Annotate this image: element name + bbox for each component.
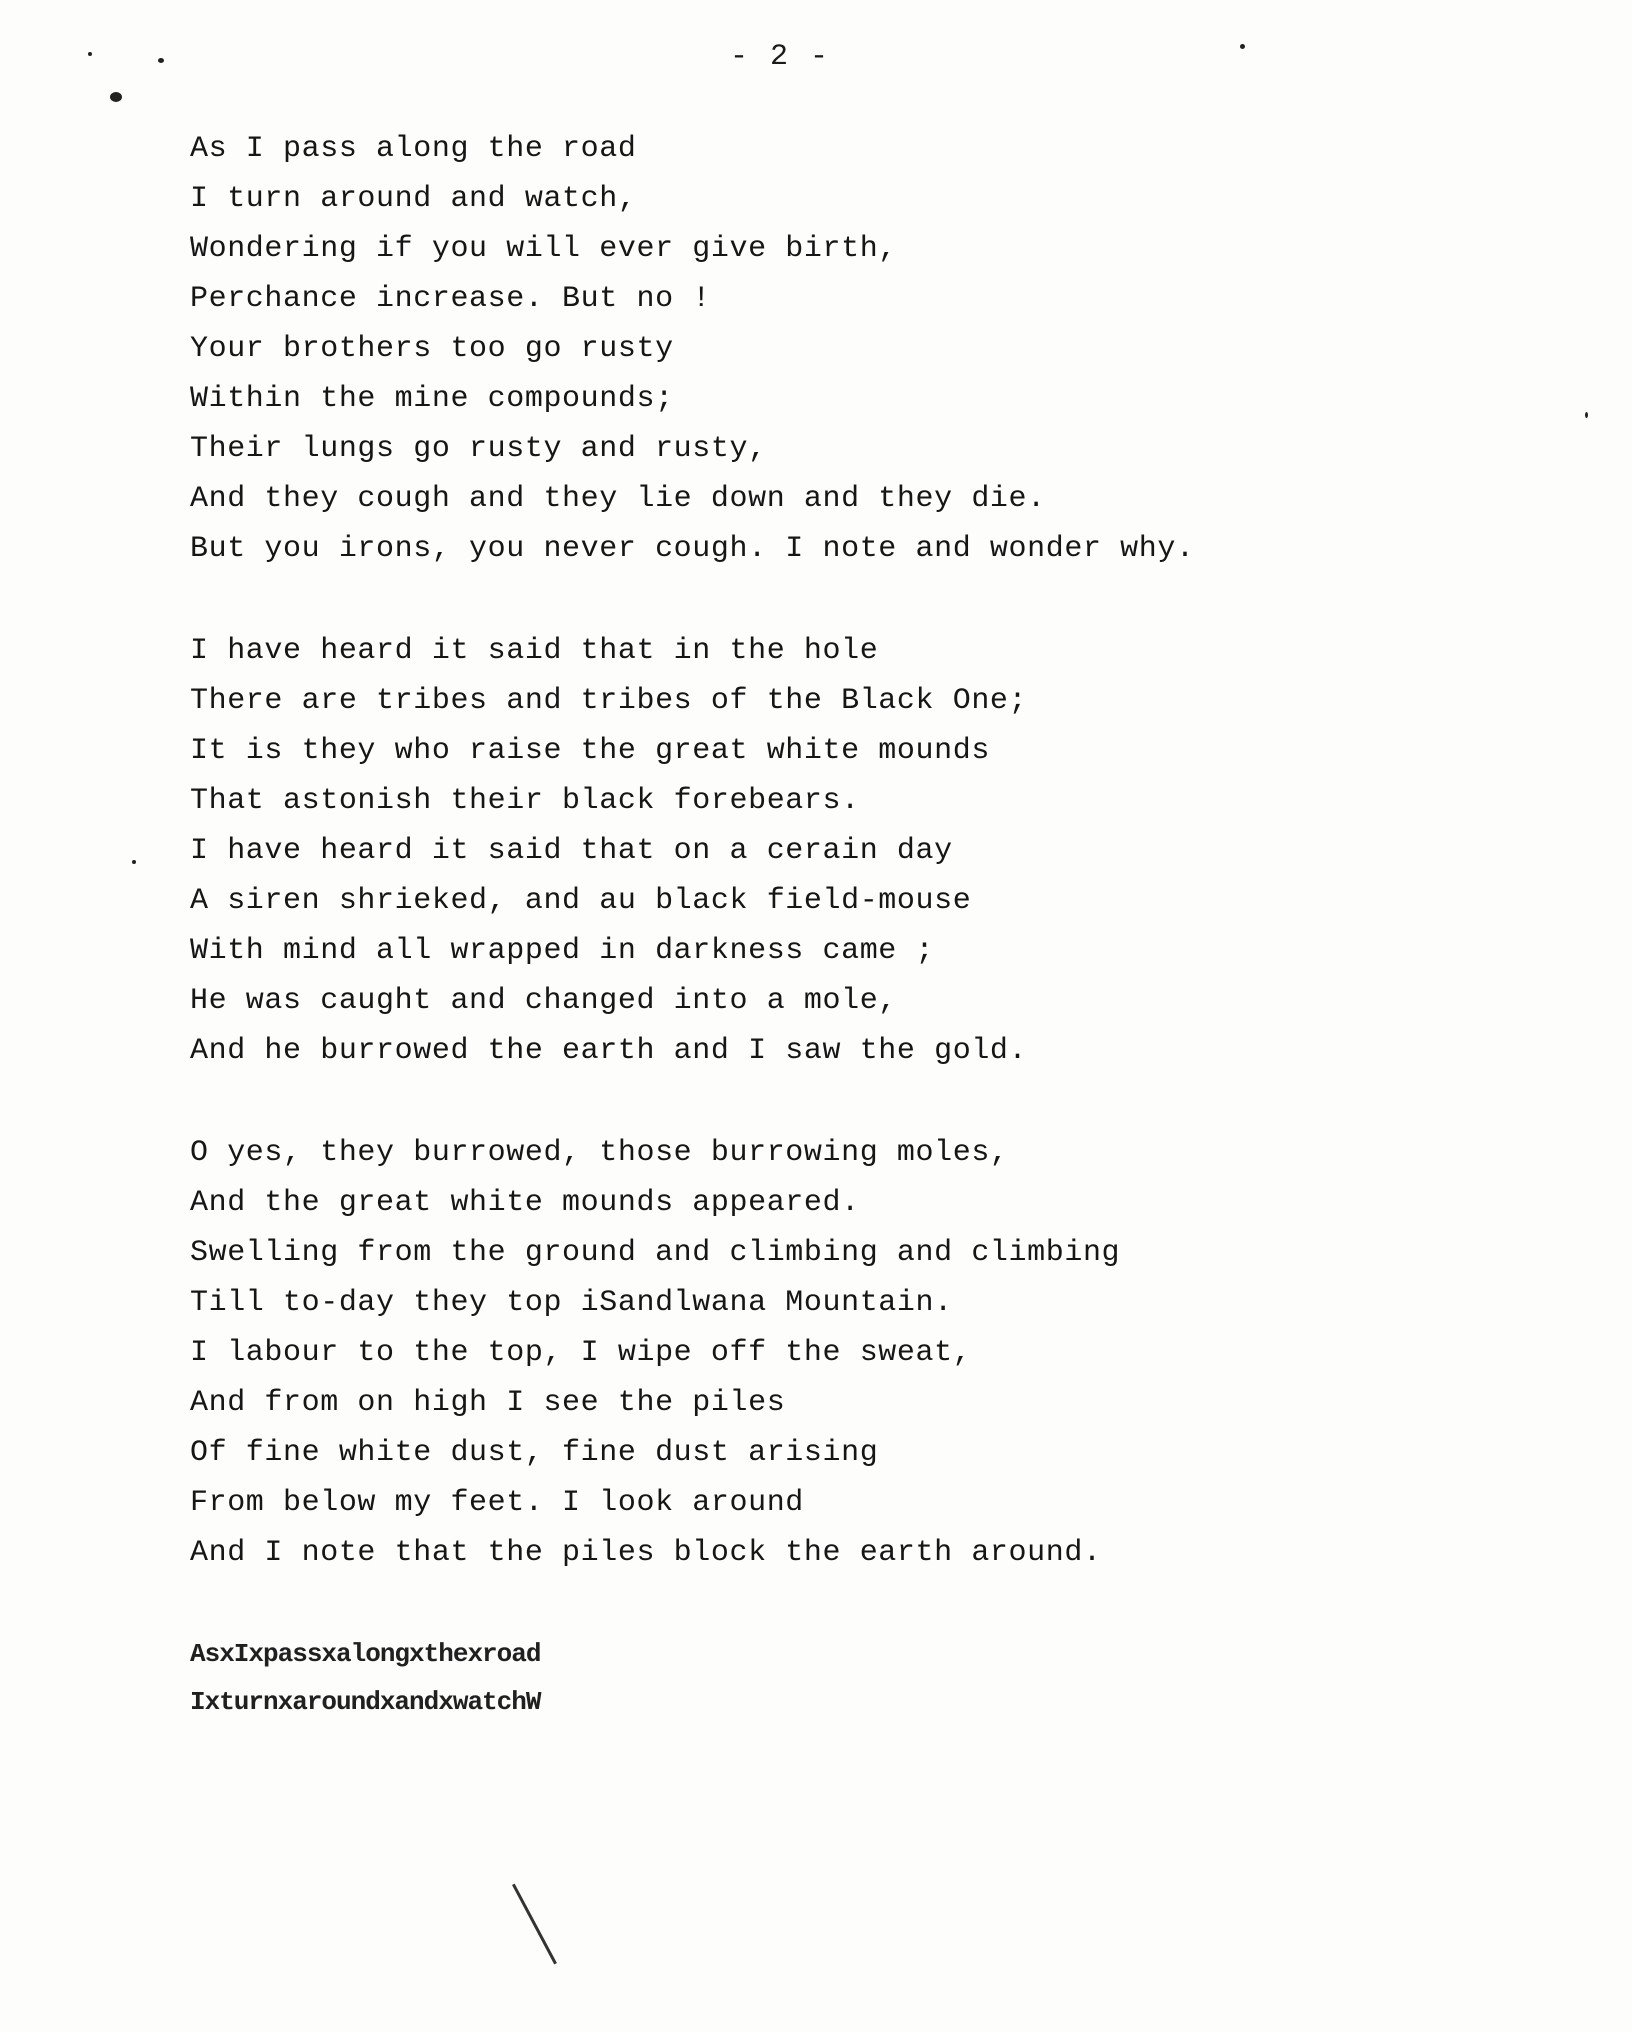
struck-out-lines bbox=[190, 1630, 1470, 1726]
poem-line: With mind all wrapped in darkness came ; bbox=[190, 934, 935, 968]
poem-line: I have heard it said that in the hole bbox=[190, 634, 879, 668]
poem-line: But you irons, you never cough. I note and wonder why. bbox=[190, 532, 1195, 566]
poem-line: And I note that the piles block the earth around. bbox=[190, 1536, 1102, 1570]
ink-speck bbox=[88, 52, 92, 56]
poem-line: Till to-day they top iSandlwana Mountain. bbox=[190, 1286, 953, 1320]
poem-line: Their lungs go rusty and rusty, bbox=[190, 432, 767, 466]
poem-line: Swelling from the ground and climbing and climbing bbox=[190, 1236, 1121, 1270]
ink-speck bbox=[158, 58, 164, 63]
poem-line: A siren shrieked, and au black field-mouse bbox=[190, 884, 972, 918]
struck-out-line: AsxIxpassxalongxthexroad bbox=[190, 1639, 541, 1669]
stanza-2 bbox=[190, 626, 1470, 1076]
poem-line: From below my feet. I look around bbox=[190, 1486, 804, 1520]
poem-line: I labour to the top, I wipe off the sweat, bbox=[190, 1336, 972, 1370]
poem-line: There are tribes and tribes of the Black One; bbox=[190, 684, 1028, 718]
poem-line: I have heard it said that on a cerain day bbox=[190, 834, 953, 868]
poem-line: Within the mine compounds; bbox=[190, 382, 674, 416]
ink-speck bbox=[1585, 412, 1588, 418]
pen-stroke bbox=[512, 1884, 557, 1965]
poem-line: Perchance increase. But no ! bbox=[190, 282, 711, 316]
poem-line: And they cough and they lie down and they die. bbox=[190, 482, 1046, 516]
poem-body bbox=[190, 124, 1470, 1726]
stanza-3 bbox=[190, 1128, 1470, 1578]
struck-out-line: IxturnxaroundxandxwatchW bbox=[190, 1687, 541, 1717]
poem-line: O yes, they burrowed, those burrowing moles, bbox=[190, 1136, 1009, 1170]
stanza-1 bbox=[190, 124, 1470, 574]
poem-line: That astonish their black forebears. bbox=[190, 784, 860, 818]
page-number: - 2 - bbox=[729, 40, 830, 74]
poem-line: And from on high I see the piles bbox=[190, 1386, 786, 1420]
poem-line: Of fine white dust, fine dust arising bbox=[190, 1436, 879, 1470]
ink-speck bbox=[132, 860, 136, 864]
poem-line: Wondering if you will ever give birth, bbox=[190, 232, 897, 266]
poem-line: Your brothers too go rusty bbox=[190, 332, 674, 366]
poem-line: He was caught and changed into a mole, bbox=[190, 984, 897, 1018]
ink-speck bbox=[110, 92, 122, 102]
poem-line: And the great white mounds appeared. bbox=[190, 1186, 860, 1220]
poem-line: As I pass along the road bbox=[190, 132, 637, 166]
ink-speck bbox=[1240, 44, 1245, 49]
poem-line: And he burrowed the earth and I saw the gold. bbox=[190, 1034, 1028, 1068]
poem-line: It is they who raise the great white mounds bbox=[190, 734, 990, 768]
poem-line: I turn around and watch, bbox=[190, 182, 637, 216]
